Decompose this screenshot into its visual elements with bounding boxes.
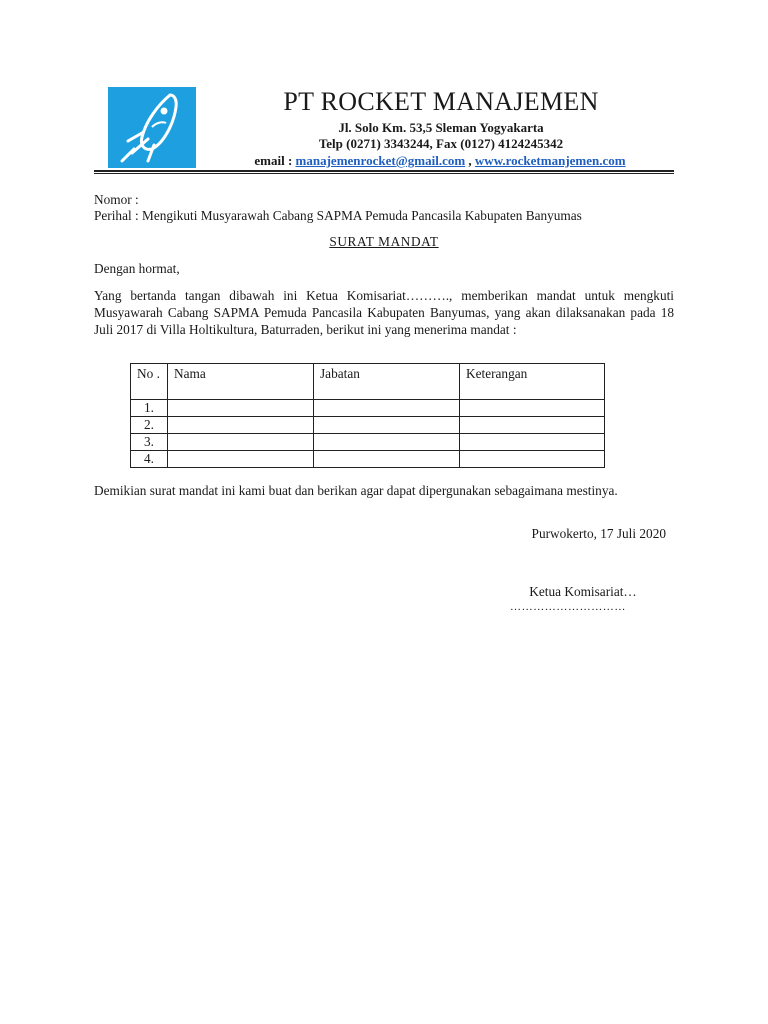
table-header-row	[131, 364, 605, 400]
cell-nama	[168, 400, 314, 417]
signature-line: …………………………	[510, 601, 626, 613]
header-nama: Nama	[168, 364, 314, 400]
header-divider	[94, 170, 674, 172]
cell-nama	[168, 417, 314, 434]
header-no: No .	[131, 364, 168, 400]
company-address: Jl. Solo Km. 53,5 Sleman Yogyakarta	[338, 120, 544, 135]
table-row	[131, 451, 605, 468]
row-number: 2.	[131, 417, 168, 434]
cell-jabatan	[314, 434, 460, 451]
company-phone: Telp (0271) 3343244, Fax (0127) 4124245342	[318, 136, 564, 151]
letter-title: SURAT MANDAT	[329, 234, 439, 249]
cell-keterangan	[460, 400, 605, 417]
place-date: Purwokerto, 17 Juli 2020	[531, 526, 666, 541]
cell-keterangan	[460, 417, 605, 434]
company-contact	[200, 153, 680, 169]
letter-number: Nomor :	[94, 192, 139, 207]
cell-keterangan	[460, 451, 605, 468]
signatory-title: Ketua Komisariat…	[529, 584, 637, 599]
website-link[interactable]: www.rocketmanjemen.com	[474, 153, 626, 168]
cell-nama	[168, 451, 314, 468]
cell-nama	[168, 434, 314, 451]
table-row	[131, 434, 605, 451]
company-name: PT ROCKET MANAJEMEN	[283, 87, 599, 116]
letter-subject: Perihal : Mengikuti Musyarawah Cabang SAPMA Pemuda Pancasila Kabupaten Banyumas	[94, 208, 582, 223]
email-link[interactable]: manajemenrocket@gmail.com	[295, 153, 466, 168]
cell-jabatan	[314, 451, 460, 468]
greeting: Dengan hormat,	[94, 261, 180, 276]
header-jabatan: Jabatan	[314, 364, 460, 400]
row-number: 1.	[131, 400, 168, 417]
opening-paragraph: Yang bertanda tangan dibawah ini Ketua Komisariat………., memberikan mandat untuk mengkuti Musyawarah Cabang SAPMA Pemuda Pancasila Kabupaten Banyumas, yang akan dilaksanakan pada 18 Juli 2017 di Villa Holtikultura, Baturraden, berikut ini yang menerima mandat :	[94, 288, 674, 337]
email-label: email :	[254, 153, 293, 168]
header-divider-thin	[94, 173, 674, 174]
mandate-table	[130, 363, 605, 468]
table-row	[131, 400, 605, 417]
cell-jabatan	[314, 417, 460, 434]
row-number: 3.	[131, 434, 168, 451]
table-row	[131, 417, 605, 434]
contact-separator: ,	[468, 153, 472, 168]
closing-paragraph: Demikian surat mandat ini kami buat dan berikan agar dapat dipergunakan sebagaimana mestinya.	[94, 483, 618, 498]
cell-keterangan	[460, 434, 605, 451]
cell-jabatan	[314, 400, 460, 417]
header-keterangan: Keterangan	[460, 364, 605, 400]
row-number: 4.	[131, 451, 168, 468]
company-logo	[108, 87, 196, 168]
